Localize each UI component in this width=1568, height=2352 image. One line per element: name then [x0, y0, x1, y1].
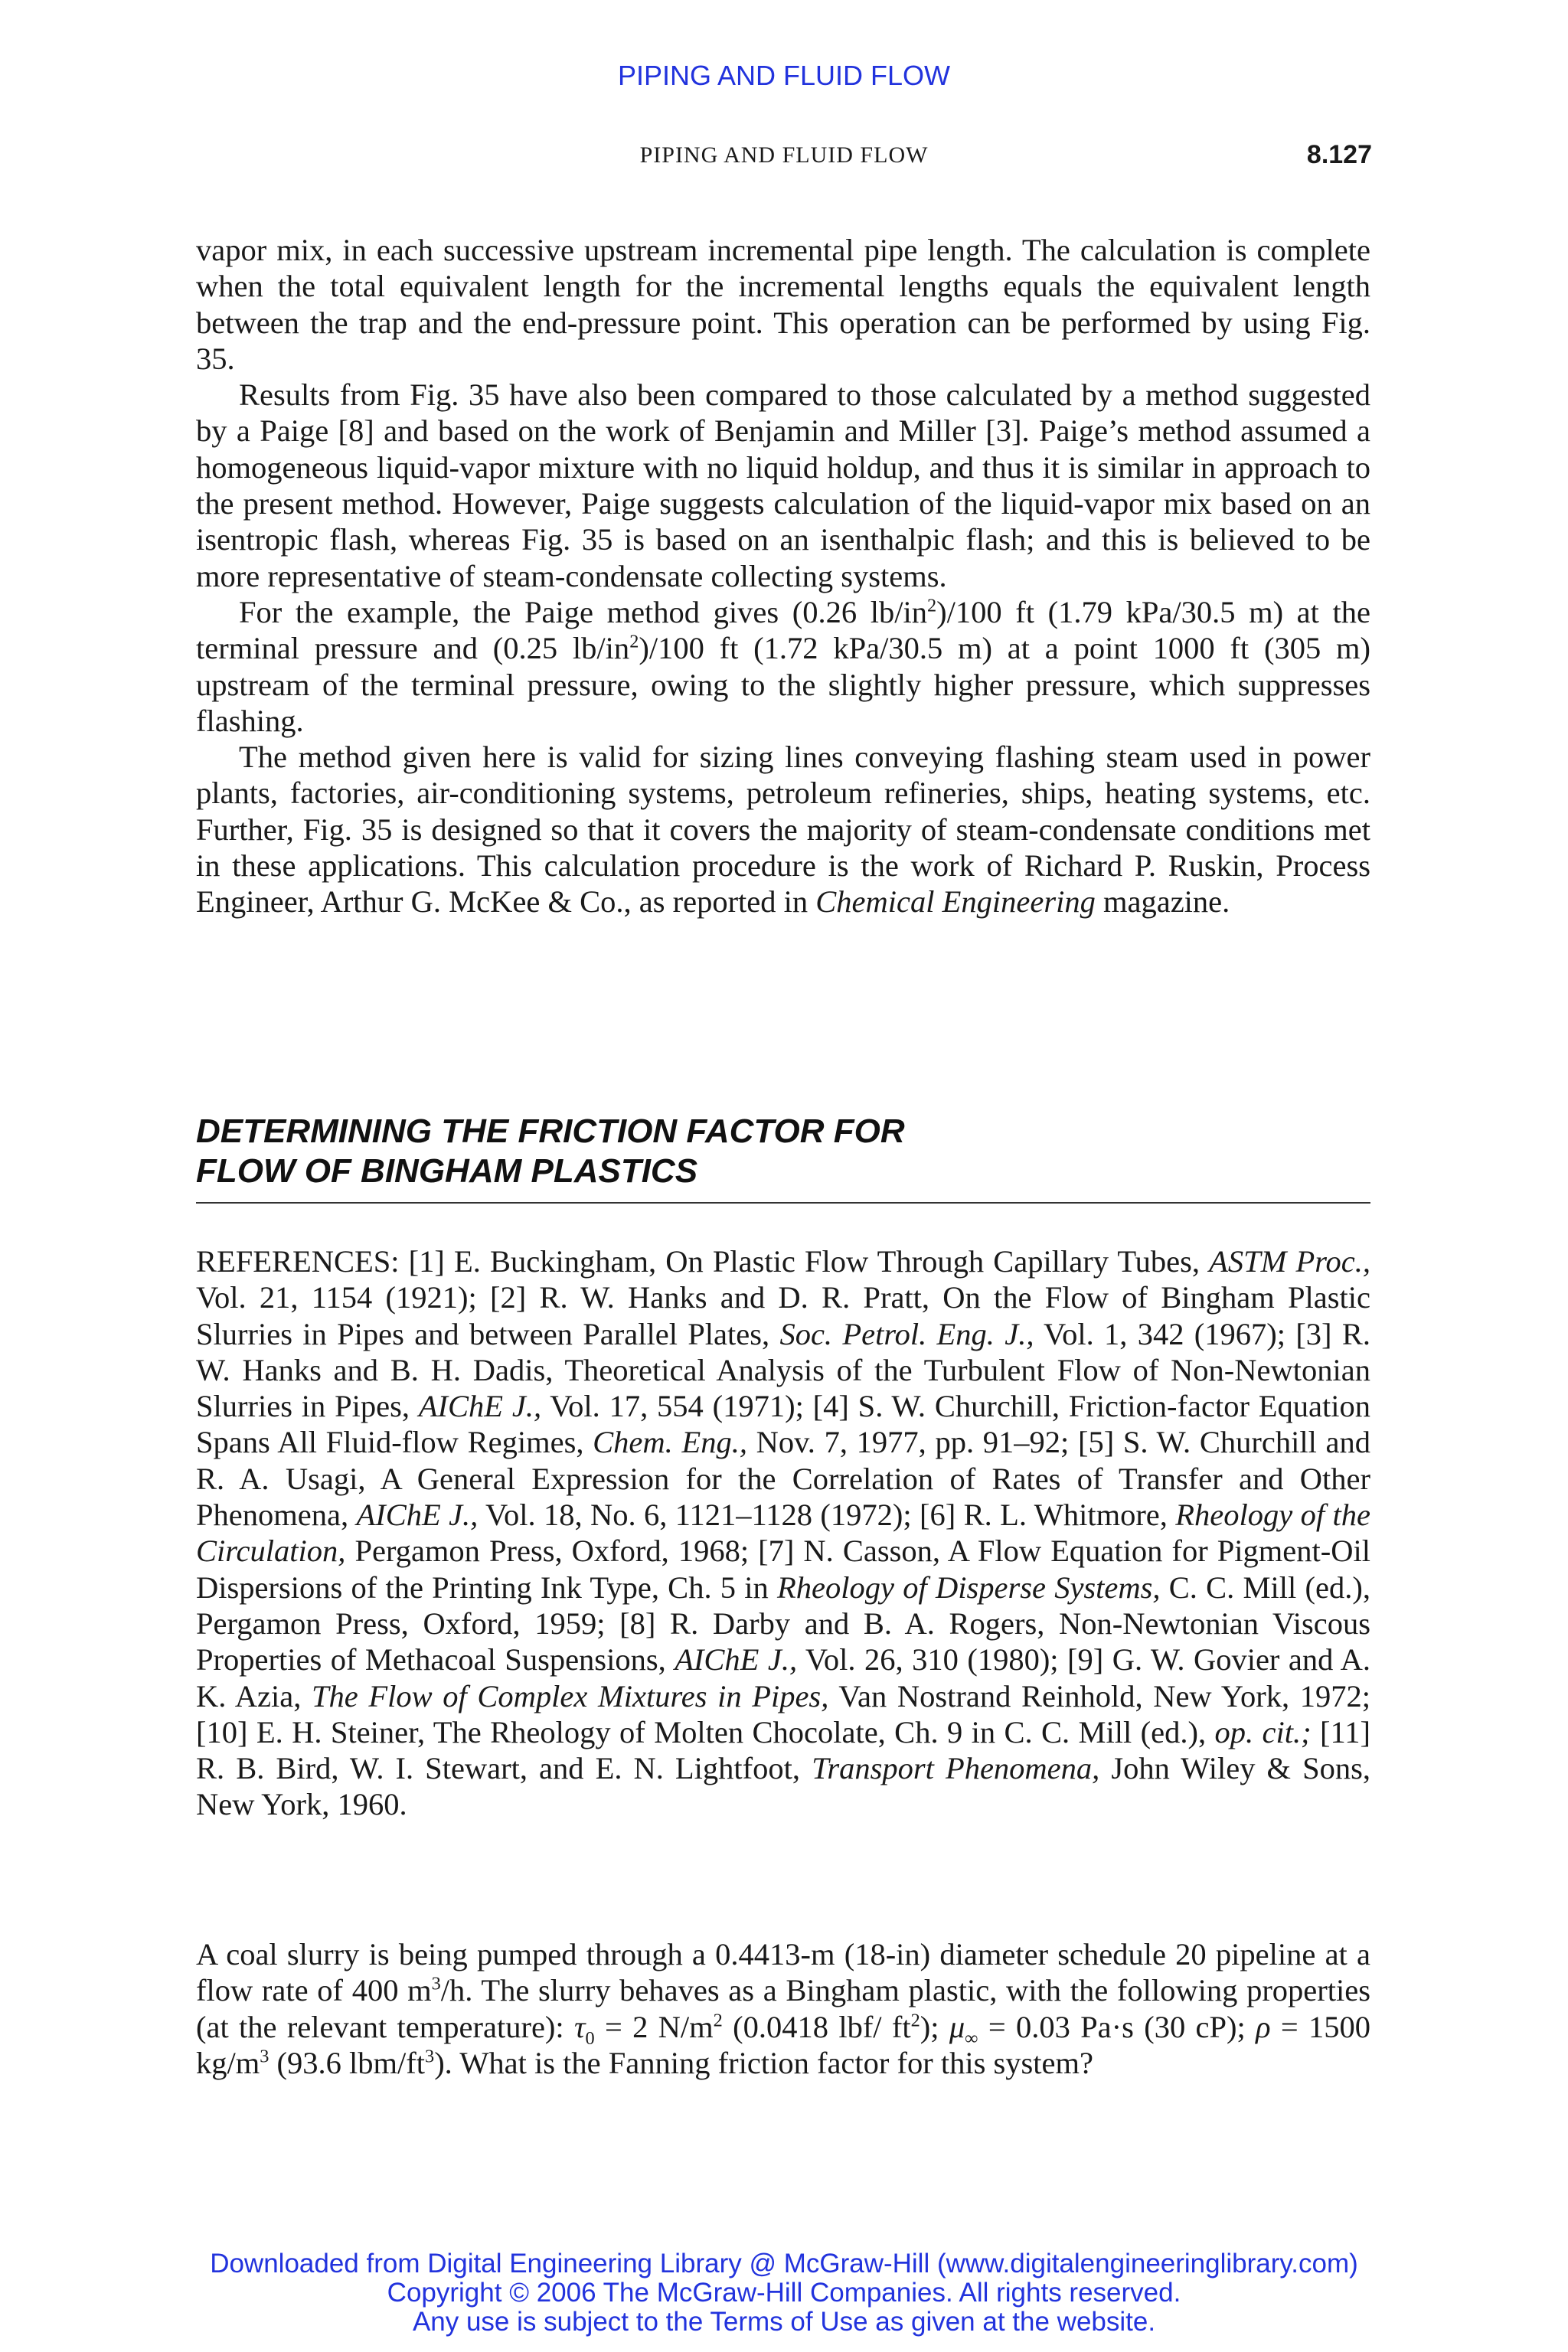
text-run: /h. The slurry behaves as a Bingham plastic, with the following properties (at the relevant temperature):	[196, 1973, 1371, 2044]
superscript: 3	[425, 2046, 435, 2067]
footer-download-link[interactable]: Downloaded from Digital Engineering Library @ McGraw-Hill (www.digitalengineeringlibrary.com)	[210, 2249, 1358, 2278]
section-heading	[196, 1112, 1370, 1191]
text-run: )/100 ft (1.72 kPa/30.5 m) at a point 1000 ft (305 m) upstream of the terminal pressure, owing to the slightly higher pressure, which suppresses flashing.	[196, 631, 1370, 738]
italic-run: ρ	[1256, 2009, 1271, 2044]
text-run: REFERENCES: [1] E. Buckingham, On Plastic Flow Through Capillary Tubes,	[196, 1244, 1210, 1279]
superscript: 3	[431, 1973, 441, 1994]
text-run: )/100 ft (1.79 kPa/30.5 m) at the terminal pressure and (0.25 lb/in	[196, 594, 1370, 666]
text-run: Vol. 17, 554 (1971); [4] S. W. Churchill, Friction-factor Equation Spans All Fluid-flow Regimes,	[196, 1389, 1370, 1460]
text-run: );	[920, 2009, 949, 2044]
heading-line: DETERMINING THE FRICTION FACTOR FOR	[196, 1112, 905, 1150]
references-paragraph	[196, 1243, 1370, 1823]
header-link[interactable]: PIPING AND FLUID FLOW	[617, 60, 951, 91]
magazine-title: Chemical Engineering	[815, 884, 1096, 920]
text-run: = 0.03 Pa·s (30 cP);	[978, 2009, 1256, 2044]
superscript: 3	[260, 2046, 270, 2067]
text-run: Pergamon Press, Oxford, 1968; [7] N. Casson, A Flow Equation for Pigment-Oil Dispersions of the Printing Ink Type, Ch. 5 in	[196, 1534, 1370, 1605]
page-number: 8.127	[1306, 140, 1372, 169]
text-run: ). What is the Fanning friction factor for this system?	[434, 2045, 1093, 2080]
text-run: [11] R. B. Bird, W. I. Stewart, and E. N. Lightfoot,	[196, 1714, 1370, 1786]
italic-run: Soc. Petrol. Eng. J.,	[779, 1316, 1034, 1351]
text-run: Vol. 26, 310 (1980); [9] G. W. Govier and A. K. Azia,	[196, 1642, 1370, 1713]
paragraph: Results from Fig. 35 have also been compared to those calculated by a method suggested by a Paige [8] and based on the work of Benjamin and Miller [3]. Paige’s method assumed a homogeneous liquid-vapor mixture with no liquid holdup, and thus it is similar in approach to the present method. However, Paige suggests calculation of the liquid-vapor mix based on an isentropic flash, whereas Fig. 35 is based on an isenthalpic flash; and this is believed to be more representative of steam-condensate collecting systems.	[196, 377, 1370, 593]
text-run: The method given here is valid for sizing lines conveying flashing steam used in power plants, factories, air-conditioning systems, petroleum refineries, ships, heating systems, etc. Further, Fig. 35 is designed so that it covers the majority of steam-condensate conditions met in these applications. This calculation procedure is the work of Richard P. Ruskin, Process Engineer, Arthur G. McKee & Co., as reported in	[196, 740, 1370, 920]
italic-run: τ	[573, 2009, 586, 2044]
references-block	[196, 1243, 1370, 1823]
paragraph	[196, 594, 1370, 739]
text-run: Nov. 7, 1977, pp. 91–92; [5] S. W. Churchill and R. A. Usagi, A General Expression for the Correlation of Rates of Transfer and Other Phenomena,	[196, 1425, 1370, 1533]
italic-run: Rheology of Disperse Systems,	[777, 1570, 1161, 1605]
text-run: magazine.	[1095, 884, 1230, 920]
text-run: Van Nostrand Reinhold, New York, 1972; [10] E. H. Steiner, The Rheology of Molten Chocolate, Ch. 9 in C. C. Mill (ed.),	[196, 1678, 1370, 1749]
section-continuation	[196, 232, 1370, 920]
running-head: PIPING AND FLUID FLOW	[639, 142, 929, 168]
italic-run: μ	[949, 2009, 965, 2044]
text-run: Vol. 1, 342 (1967); [3] R. W. Hanks and B. H. Dadis, Theoretical Analysis of the Turbulent Flow of Non-Newtonian Slurries in Pipes,	[196, 1316, 1370, 1424]
italic-run: The Flow of Complex Mixtures in Pipes,	[311, 1678, 829, 1713]
heading-line: FLOW OF BINGHAM PLASTICS	[196, 1152, 698, 1190]
footer	[0, 2249, 1568, 2337]
problem-block	[196, 1936, 1370, 2081]
text-run: Vol. 18, No. 6, 1121–1128 (1972); [6] R. L. Whitmore,	[478, 1498, 1176, 1533]
italic-run: Transport Phenomena,	[812, 1751, 1100, 1786]
paragraph: vapor mix, in each successive upstream incremental pipe length. The calculation is complete when the total equivalent length for the incremental lengths equals the equivalent length between the trap and the end-pressure point. This operation can be performed by using Fig. 35.	[196, 233, 1370, 376]
text-run: Vol. 21, 1154 (1921); [2] R. W. Hanks and D. R. Pratt, On the Flow of Bingham Plastic Slurries in Pipes and between Parallel Plates,	[196, 1280, 1370, 1351]
text-run: = 2 N/m	[594, 2009, 714, 2044]
italic-run: ASTM Proc.,	[1209, 1244, 1370, 1279]
italic-run: Chem. Eng.,	[593, 1425, 747, 1460]
text-run: John Wiley & Sons, New York, 1960.	[196, 1751, 1371, 1822]
text-run: (0.0418 lbf/ ft	[722, 2009, 911, 2044]
paragraph	[196, 739, 1370, 920]
text-run: (93.6 lbm/ft	[269, 2045, 426, 2080]
italic-run: Rheology of the Circulation,	[196, 1498, 1370, 1569]
subscript: ∞	[965, 2027, 978, 2049]
superscript: 2	[927, 595, 937, 616]
italic-run: AIChE J.,	[356, 1498, 479, 1533]
subscript: 0	[585, 2027, 595, 2049]
italic-run: AIChE J.,	[675, 1642, 798, 1677]
text-run: A coal slurry is being pumped through a 0.4413-m (18-in) diameter schedule 20 pipeline at a flow rate of 400 m	[196, 1937, 1370, 2008]
footer-copyright: Copyright © 2006 The McGraw-Hill Companies. All rights reserved.	[387, 2278, 1181, 2308]
superscript: 2	[629, 631, 639, 652]
text-run: C. C. Mill (ed.), Pergamon Press, Oxford, 1959; [8] R. Darby and B. A. Rogers, Non-Newtonian Viscous Properties of Methacoal Suspensions,	[196, 1570, 1370, 1677]
heading-rule	[196, 1202, 1370, 1204]
footer-terms[interactable]: Any use is subject to the Terms of Use as given at the website.	[412, 2307, 1156, 2337]
superscript: 2	[910, 2010, 920, 2031]
text-run: For the example, the Paige method gives (0.26 lb/in	[239, 594, 927, 629]
problem-paragraph	[196, 1936, 1370, 2081]
italic-run: AIChE J.,	[418, 1389, 542, 1424]
superscript: 2	[713, 2010, 723, 2031]
italic-run: op. cit.;	[1214, 1714, 1312, 1749]
text-run: = 1500 kg/m	[196, 2009, 1370, 2080]
